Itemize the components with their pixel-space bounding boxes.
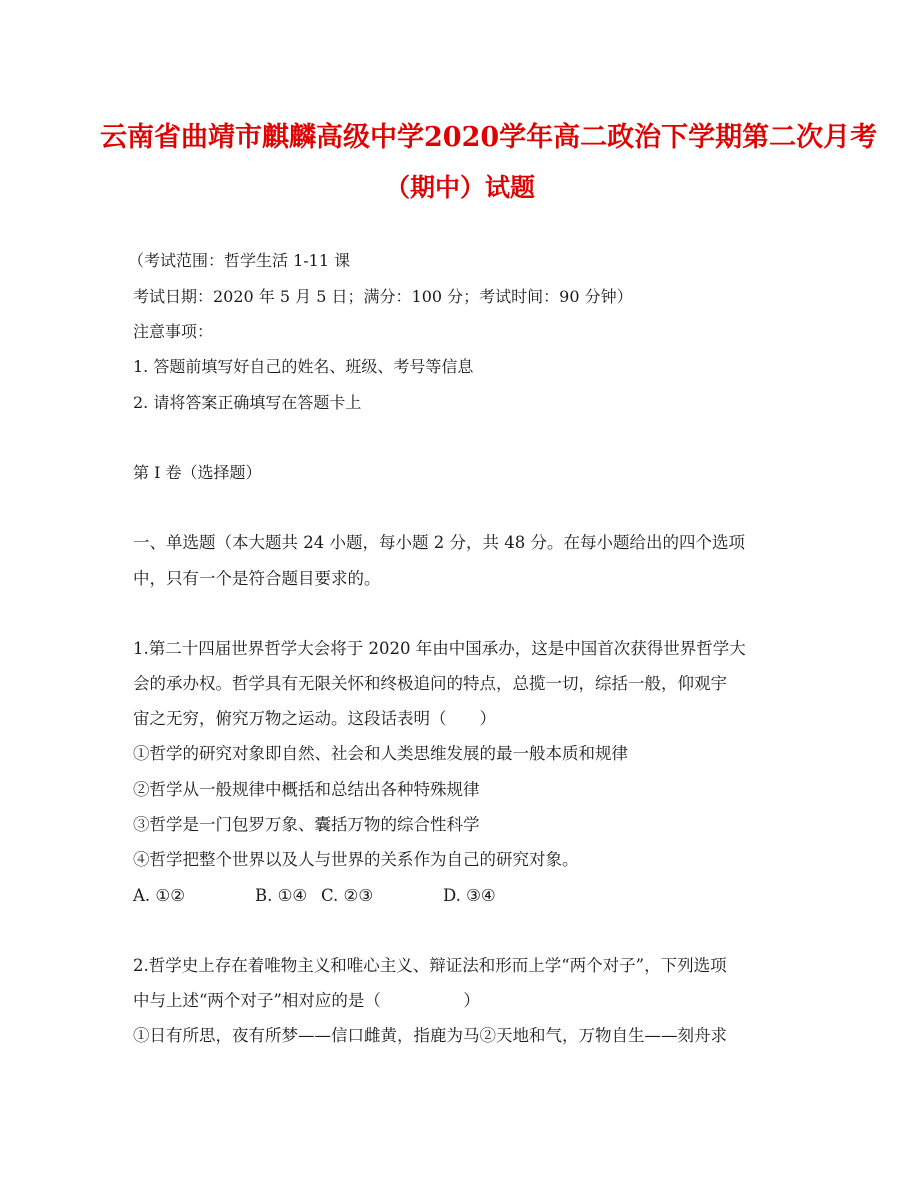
section-heading-line-2: 中，只有一个是符合题目要求的。 — [133, 569, 381, 588]
document-title-line-2: （期中）试题 — [384, 173, 535, 202]
q1-option-4: ④哲学把整个世界以及人与世界的关系作为自己的研究对象。 — [133, 850, 579, 869]
section-heading-line-1: 一、单选题（本大题共 24 小题，每小题 2 分，共 48 分。在每小题给出的四个选项 — [133, 533, 745, 552]
q1-stem-line-2: 会的承办权。哲学具有无限关怀和终极追问的特点，总揽一切，综括一般，仰观宇 — [133, 674, 727, 693]
q1-choice-a: A. ①② — [133, 886, 185, 905]
q1-stem-line-1: 1.第二十四届世界哲学大会将于 2020 年由中国承办，这是中国首次获得世界哲学大 — [133, 639, 746, 658]
q1-option-2: ②哲学从一般规律中概括和总结出各种特殊规律 — [133, 780, 480, 799]
document-title-line-1: 云南省曲靖市麒麟高级中学2020学年高二政治下学期第二次月考 — [100, 122, 878, 153]
q2-stem-line-1: 2.哲学史上存在着唯物主义和唯心主义、辩证法和形而上学“两个对子”，下列选项 — [133, 956, 727, 975]
q2-stem-line-2: 中与上述“两个对子”相对应的是（ ） — [133, 991, 480, 1010]
q1-choice-b: B. ①④ — [255, 886, 308, 905]
notice-item-2: 2. 请将答案正确填写在答题卡上 — [133, 393, 362, 412]
exam-scope: （考试范围：哲学生活 1-11 课 — [128, 251, 351, 270]
q1-choice-d: D. ③④ — [443, 886, 496, 905]
exam-date-line: 考试日期：2020 年 5 月 5 日；满分：100 分；考试时间：90 分钟） — [133, 287, 633, 306]
part-title: 第 I 卷（选择题） — [133, 463, 262, 482]
q2-option-line: ①日有所思，夜有所梦——信口雌黄，指鹿为马②天地和气，万物自生——刻舟求 — [133, 1026, 727, 1045]
q1-choice-c: C. ②③ — [321, 886, 374, 905]
q1-option-1: ①哲学的研究对象即自然、社会和人类思维发展的最一般本质和规律 — [133, 744, 628, 763]
notice-item-1: 1. 答题前填写好自己的姓名、班级、考号等信息 — [133, 357, 474, 376]
q1-choices — [133, 885, 496, 907]
q1-stem-line-3: 宙之无穷，俯究万物之运动。这段话表明（ ） — [133, 709, 496, 728]
notice-title: 注意事项： — [133, 322, 214, 341]
q1-option-3: ③哲学是一门包罗万象、囊括万物的综合性科学 — [133, 815, 480, 834]
